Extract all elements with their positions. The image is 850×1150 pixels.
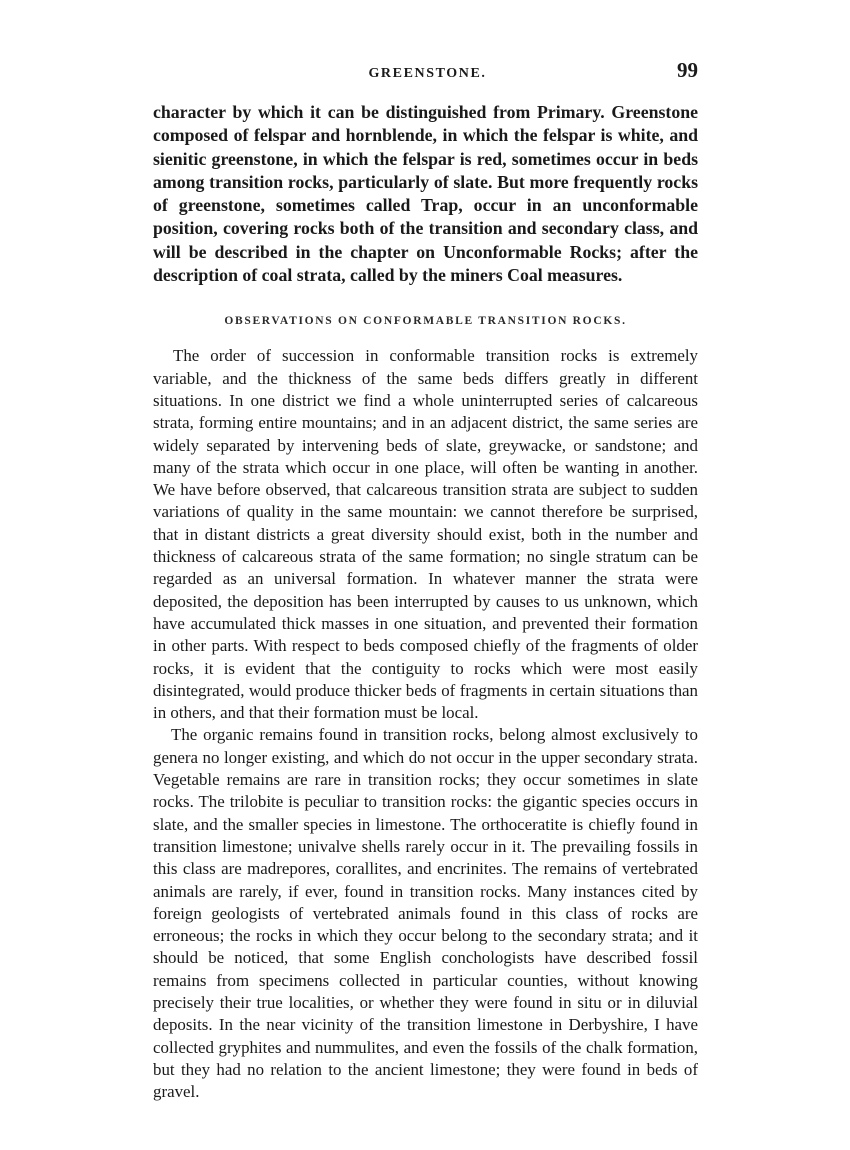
page-header (155, 58, 700, 88)
paragraph-conformable-succession: The order of succession in conformable transition rocks is extremely variable, and the thickness of the same beds differs greatly in different situations. In one district we find a whole uninterrupted series of calcareous strata, forming entire mountains; and in an adjacent district, the same series are widely separated by intervening beds of slate, greywacke, or sandstone; and many of the strata which occur in one place, will often be wanting in another. We have before observed, that calcareous transition strata are subject to sudden variations of quality in the same mountain: we cannot therefore be surprised, that in distant districts a great diversity should exist, both in the number and thickness of calcareous strata of the same formation; no single stratum can be regarded as an universal formation. In whatever manner the strata were deposited, the deposition has been interrupted by causes to us unknown, which have accumulated thick masses in one situation, and prevented their formation in other parts. With respect to beds composed chiefly of the fragments of older rocks, it is evident that the contiguity to rocks which were most easily disintegrated, would produce thicker beds of fragments in certain situations than in others, and that their formation must be local. (153, 346, 698, 723)
page-body (153, 101, 698, 1103)
opening-paragraph: character by which it can be distinguished from Primary. Greenstone composed of felspar and hornblende, in which the felspar is white, and sienitic greenstone, in which the felspar is red, sometimes occur in beds among transition rocks, particularly of slate. But more frequently rocks of greenstone, sometimes called Trap, occur in an unconformable position, covering rocks both of the transition and secondary class, and will be described in the chapter on Unconformable Rocks; after the description of coal strata, called by the miners Coal measures. (153, 102, 698, 286)
paragraph-organic-remains: The organic remains found in transition rocks, belong almost exclusively to genera no longer existing, and which do not occur in the upper secondary strata. Vegetable remains are rare in transition rocks; they occur sometimes in slate rocks. The trilobite is peculiar to transition rocks: the gigantic species occurs in slate, and the smaller species in limestone. The orthoceratite is chiefly found in transition limestone; univalve shells rarely occur in it. The prevailing fossils in this class are madrepores, corallites, and encrinites. The remains of vertebrated animals are rarely, if ever, found in transition rocks. Many instances cited by foreign geologists of vertebrated animals found in this class of rocks are erroneous; the rocks in which they occur belong to the secondary strata; and it should be noticed, that some English conchologists have described fossil remains from specimens collected in particular counties, without knowing precisely their true localities, or whether they were found in situ or in diluvial deposits. In the near vicinity of the transition limestone in Derbyshire, I have collected gryphites and nummulites, and even the fossils of the chalk formation, but they had no relation to the ancient limestone; they were found in beds of gravel. (153, 725, 698, 1102)
running-head: GREENSTONE. (368, 66, 487, 81)
section-heading: OBSERVATIONS ON CONFORMABLE TRANSITION ROCKS. (224, 315, 627, 328)
page-number: 99 (677, 58, 698, 82)
